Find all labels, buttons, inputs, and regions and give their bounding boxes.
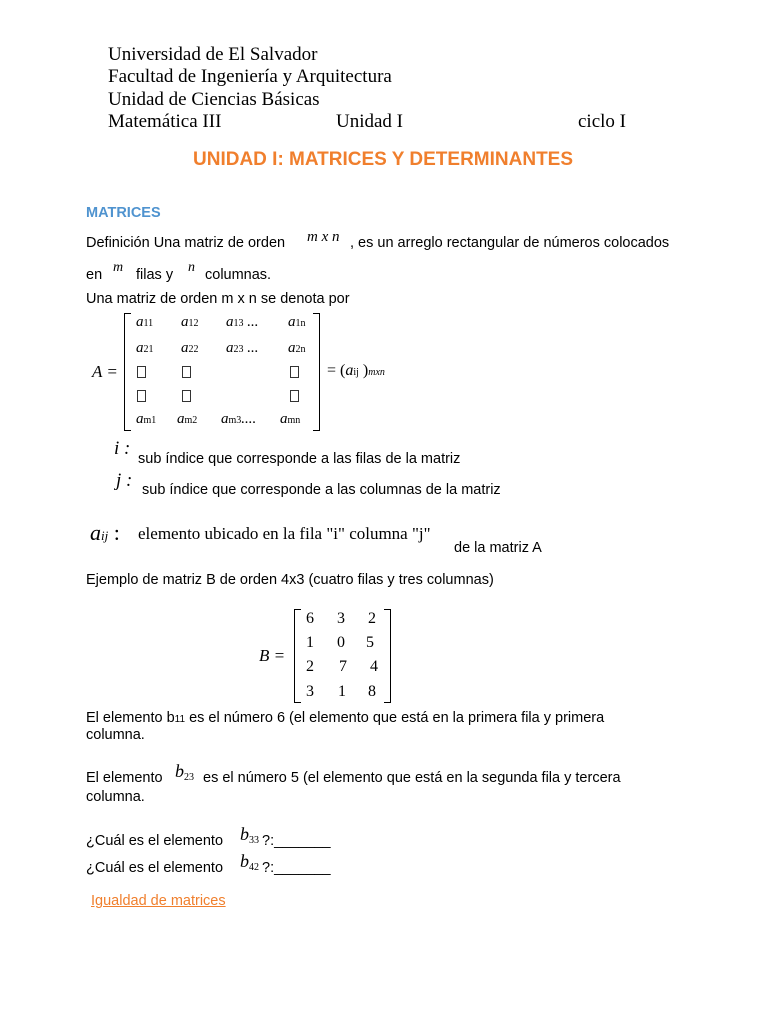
matrix-a-left-bracket	[124, 313, 131, 431]
aij-description: elemento ubicado en la fila "i" columna "j"	[138, 524, 431, 543]
matrix-b-lhs: B =	[259, 646, 286, 665]
vdots-glyph-icon	[182, 390, 191, 402]
denote-text: Una matriz de orden m x n se denota por	[86, 291, 350, 307]
b23-text: es el número 5 (el elemento que está en la segunda fila y tercera	[203, 770, 621, 786]
definition-columnas: columnas.	[205, 267, 272, 283]
i-description: sub índice que corresponde a las filas de la matriz	[138, 451, 461, 467]
university-name: Universidad de El Salvador	[108, 44, 318, 65]
matrix-a-cell: a1n	[288, 314, 306, 330]
matrix-b-left-bracket	[294, 609, 301, 703]
matrix-b-right-bracket	[384, 609, 391, 703]
question-b33-prefix: ¿Cuál es el elemento	[86, 833, 224, 849]
matrix-a-cell: am2	[177, 411, 198, 427]
matrix-b-cell: 4	[370, 658, 378, 675]
matrix-b-cell: 5	[366, 634, 374, 651]
course-name: Matemática III	[108, 111, 222, 132]
matrix-a-right-bracket	[313, 313, 320, 431]
matrix-a-cell: amn	[280, 411, 301, 427]
matrix-a-cell: a21	[136, 340, 154, 356]
definition-text-1: Definición Una matriz de orden	[86, 235, 286, 251]
b11-line: El elemento b11 es el número 6 (el elemento que está en la primera fila y primera	[86, 710, 605, 726]
matrix-b-cell: 2	[368, 610, 376, 627]
definition-text-2: , es un arreglo rectangular de números colocados	[350, 235, 670, 251]
matrix-a-cell: am1	[136, 411, 157, 427]
aij-suffix: de la matriz A	[454, 540, 542, 556]
matrix-b-cell: 1	[338, 683, 346, 700]
vdots-glyph-icon	[182, 366, 191, 378]
b11-line2: columna.	[86, 727, 145, 743]
matrix-b-cell: 3	[306, 683, 314, 700]
n-symbol: n	[188, 260, 195, 275]
definition-en: en	[86, 267, 103, 283]
matrix-b-cell: 7	[339, 658, 347, 675]
definition-filas: filas y	[136, 267, 174, 283]
unit-name: Unidad de Ciencias Básicas	[108, 89, 320, 110]
vdots-glyph-icon	[137, 366, 146, 378]
section-heading: MATRICES	[86, 205, 161, 221]
j-symbol: j :	[116, 470, 133, 491]
matrix-b-cell: 1	[306, 634, 314, 651]
vdots-glyph-icon	[290, 366, 299, 378]
matrix-a-lhs: A =	[92, 362, 118, 381]
matrix-b-cell: 8	[368, 683, 376, 700]
matrix-b-cell: 6	[306, 610, 314, 627]
matrix-b-cell: 2	[306, 658, 314, 675]
m-symbol: m	[113, 260, 124, 275]
faculty-name: Facultad de Ingeniería y Arquitectura	[108, 66, 392, 87]
page-title: UNIDAD I: MATRICES Y DETERMINANTES	[193, 149, 574, 170]
question-b33-answer: ?:_______	[262, 833, 331, 849]
vdots-glyph-icon	[137, 390, 146, 402]
course-cycle: ciclo I	[578, 111, 627, 132]
matrix-a-cell: am3....	[221, 411, 257, 427]
matrix-a-cell: a2n	[288, 340, 306, 356]
matrix-a-cell: a11	[136, 314, 154, 330]
question-b42-answer: ?:_______	[262, 860, 331, 876]
matrix-b-cell: 0	[337, 634, 345, 651]
matrix-a-cell: a22	[181, 340, 199, 356]
matrix-a-cell: a13 ...	[226, 314, 259, 330]
b23-line2: columna.	[86, 789, 145, 805]
example-text: Ejemplo de matriz B de orden 4x3 (cuatro filas y tres columnas)	[86, 572, 494, 588]
course-unit: Unidad I	[336, 111, 404, 132]
matrix-b-cell: 3	[337, 610, 345, 627]
j-description: sub índice que corresponde a las columnas de la matriz	[142, 482, 501, 498]
question-b42-symbol: b42	[240, 851, 259, 873]
matrix-a-cell: a12	[181, 314, 199, 330]
question-b33-symbol: b33	[240, 824, 259, 846]
i-symbol: i :	[114, 438, 131, 459]
matrix-a-cell: a23 ...	[226, 340, 259, 356]
order-symbol: m x n	[307, 229, 340, 245]
b23-symbol: b23	[175, 761, 194, 783]
b23-prefix: El elemento	[86, 770, 163, 786]
vdots-glyph-icon	[290, 390, 299, 402]
matrix-a-rhs: = (aij )mxn	[327, 362, 385, 379]
igualdad-matrices-link[interactable]: Igualdad de matrices	[91, 893, 226, 909]
question-b42-prefix: ¿Cuál es el elemento	[86, 860, 224, 876]
aij-symbol: aij :	[90, 520, 120, 545]
